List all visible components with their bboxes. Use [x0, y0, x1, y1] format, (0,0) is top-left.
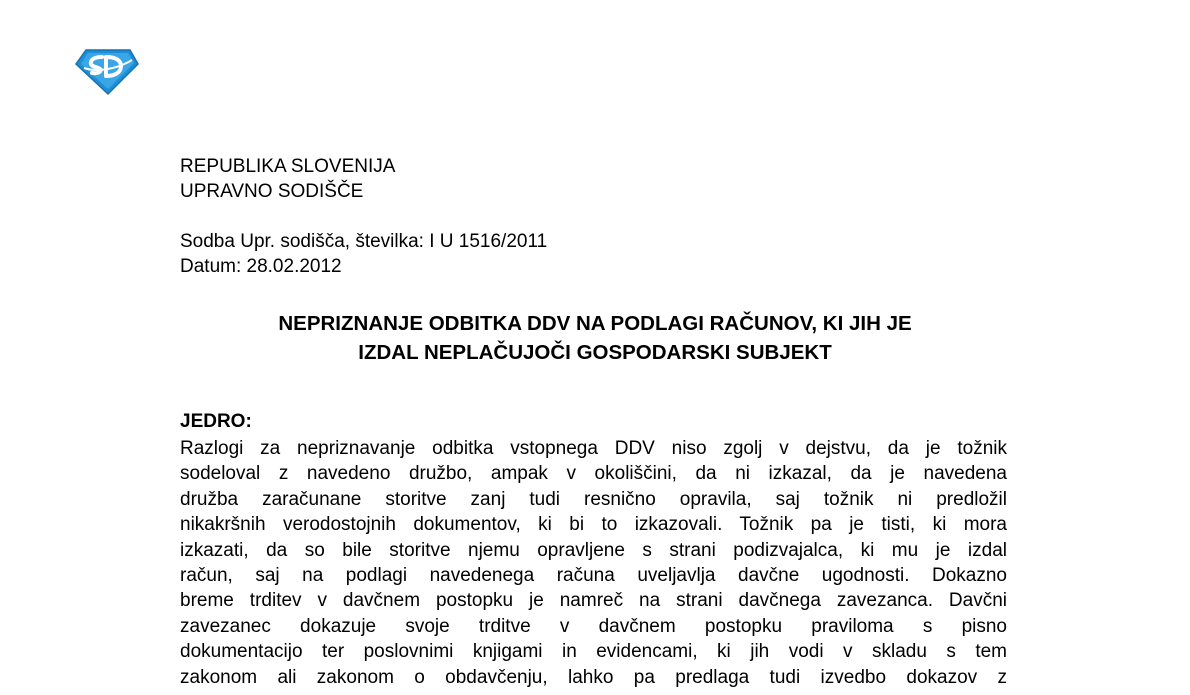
summary-line: nikakršnih verodostojnih dokumentov, ki bi to izkazovali. Tožnik pa je tisti, ki mora — [180, 514, 1007, 536]
summary-line: zakonom ali zakonom o obdavčenju, lahko pa predlaga tudi izvedbo dokazov z — [180, 666, 1007, 688]
case-reference — [180, 229, 547, 279]
summary-line: dokumentacijo ter poslovnimi knjigami in evidencami, ki jih vodi v skladu s tem — [180, 641, 1007, 663]
title-line-2: IZDAL NEPLAČUJOČI GOSPODARSKI SUBJEKT — [358, 341, 832, 364]
case-number: Sodba Upr. sodišča, številka: I U 1516/2011 — [180, 231, 548, 252]
judgment-date: Datum: 28.02.2012 — [180, 256, 342, 277]
summary-heading: JEDRO: — [180, 411, 252, 432]
summary-line: Razlogi za nepriznavanje odbitka vstopnega DDV niso zgolj v dejstvu, da je tožnik — [180, 438, 1007, 459]
title-line-1: NEPRIZNANJE ODBITKA DDV NA PODLAGI RAČUNOV, KI JIH JE — [278, 312, 912, 335]
summary-text — [180, 436, 1007, 690]
court-header — [180, 154, 395, 204]
country-name: REPUBLIKA SLOVENIJA — [180, 156, 396, 177]
summary-line: zavezanec dokazuje svoje trditve v davčnem postopku praviloma s pisno — [180, 615, 1007, 637]
court-name: UPRAVNO SODIŠČE — [180, 181, 364, 202]
summary-line: račun, saj na podlagi navedenega računa uveljavlja davčne ugodnosti. Dokazno — [180, 565, 1007, 587]
summary-line: sodeloval z navedeno družbo, ampak v okoliščini, da ni izkazal, da je navedena — [180, 463, 1007, 485]
summary-line: izkazati, da so bile storitve njemu opravljene s strani podizvajalca, ki mu je izdal — [180, 539, 1007, 561]
summary-line: breme trditev v davčnem postopku je namreč na strani davčnega zavezanca. Davčni — [180, 590, 1007, 612]
summary-line: družba zaračunane storitve zanj tudi resnično opravila, saj tožnik ni predložil — [180, 488, 1007, 510]
sd-logo-icon — [72, 46, 140, 96]
document-title — [180, 309, 1010, 367]
